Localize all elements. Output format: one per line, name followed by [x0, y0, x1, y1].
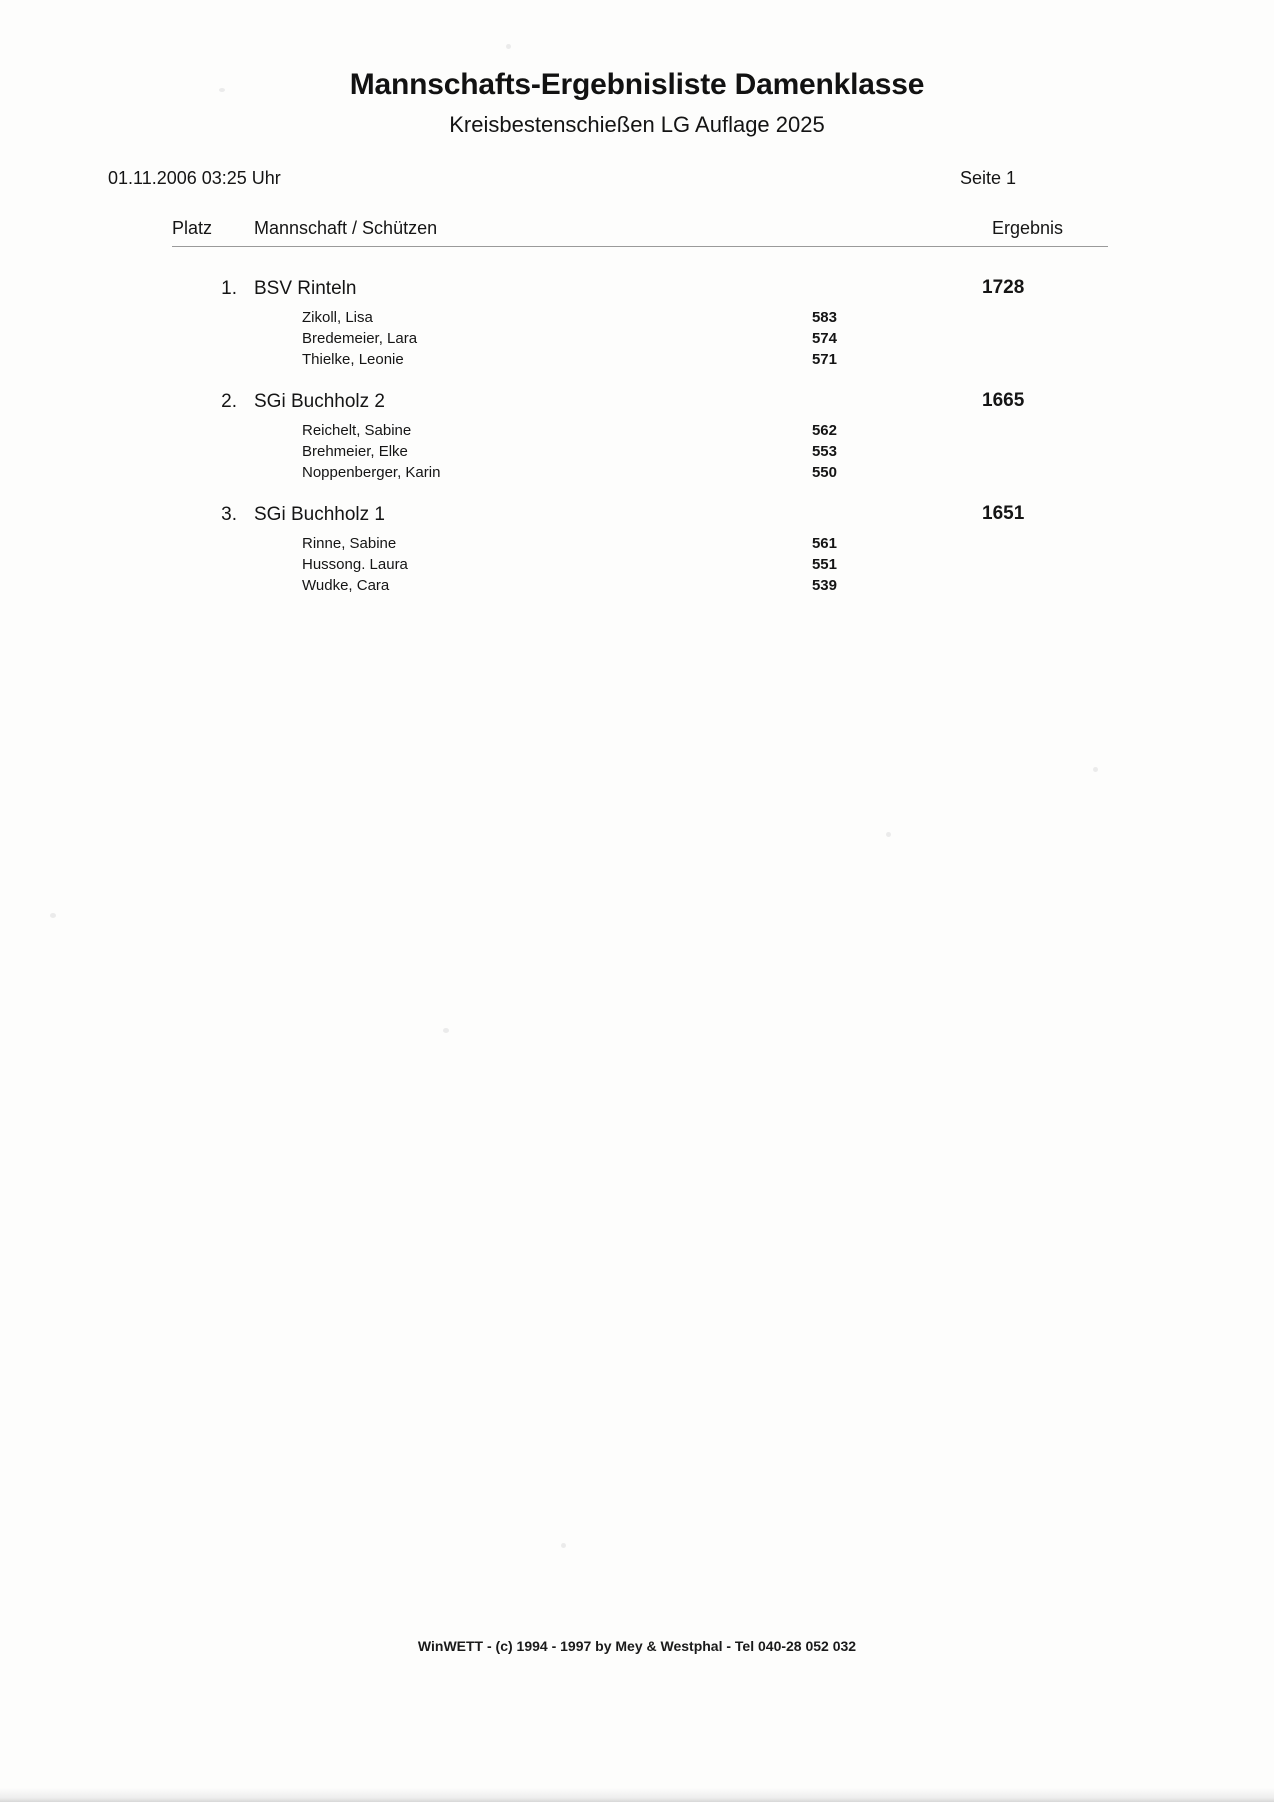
list-item [172, 351, 1102, 372]
team-rank: 2. [221, 391, 237, 412]
page-number: Seite 1 [959, 168, 1016, 188]
shooter-score: 553 [811, 443, 837, 460]
document-footer: WinWETT - (c) 1994 - 1997 by Mey & Westphal - Tel 040-28 052 032 [417, 1638, 857, 1654]
column-header-rank: Platz [172, 218, 213, 238]
shooter-score: 539 [811, 577, 837, 594]
shooter-score: 550 [811, 464, 837, 481]
shooter-name: Thielke, Leonie [302, 351, 404, 368]
scan-edge [0, 1788, 1274, 1802]
team-score: 1665 [982, 390, 1025, 411]
scan-speck [50, 913, 56, 918]
page-title: Mannschafts-Ergebnisliste Damenklasse [349, 68, 925, 101]
scan-speck [443, 1028, 449, 1033]
header-divider [172, 246, 1108, 247]
team-name: SGi Buchholz 1 [254, 504, 385, 525]
table-row [172, 278, 1102, 372]
table-row [172, 391, 1102, 485]
shooter-score: 571 [811, 351, 837, 368]
team-score: 1728 [982, 277, 1025, 298]
shooter-list [172, 422, 1102, 485]
document-meta [0, 168, 1274, 192]
list-item [172, 577, 1102, 598]
shooter-list [172, 309, 1102, 372]
shooter-name: Wudke, Cara [302, 577, 390, 594]
shooter-list [172, 535, 1102, 598]
shooter-name: Hussong. Laura [302, 556, 408, 573]
table-row [172, 504, 1102, 598]
shooter-score: 574 [811, 330, 837, 347]
shooter-score: 561 [811, 535, 837, 552]
team-row [172, 278, 1102, 306]
results-table [172, 218, 1102, 598]
shooter-score: 562 [811, 422, 837, 439]
list-item [172, 422, 1102, 443]
scan-speck [886, 832, 891, 837]
team-row [172, 504, 1102, 532]
team-rank: 1. [221, 278, 237, 299]
page-subtitle: Kreisbestenschießen LG Auflage 2025 [449, 112, 825, 137]
shooter-name: Rinne, Sabine [302, 535, 397, 552]
shooter-score: 583 [811, 309, 837, 326]
team-score: 1651 [982, 503, 1025, 524]
shooter-name: Zikoll, Lisa [302, 309, 373, 326]
team-name: SGi Buchholz 2 [254, 391, 385, 412]
results-list [172, 278, 1102, 598]
column-header-team: Mannschaft / Schützen [254, 218, 438, 238]
shooter-name: Bredemeier, Lara [302, 330, 418, 347]
team-rank: 3. [221, 504, 237, 525]
list-item [172, 464, 1102, 485]
shooter-name: Brehmeier, Elke [302, 443, 408, 460]
team-name: BSV Rinteln [254, 278, 357, 299]
list-item [172, 443, 1102, 464]
shooter-name: Noppenberger, Karin [302, 464, 441, 481]
list-item [172, 556, 1102, 577]
list-item [172, 330, 1102, 351]
print-timestamp: 01.11.2006 03:25 Uhr [108, 168, 281, 188]
scan-speck [1093, 767, 1098, 772]
list-item [172, 535, 1102, 556]
scan-speck [561, 1543, 566, 1548]
shooter-name: Reichelt, Sabine [302, 422, 412, 439]
list-item [172, 309, 1102, 330]
team-row [172, 391, 1102, 419]
shooter-score: 551 [811, 556, 837, 573]
column-header-result: Ergebnis [992, 218, 1064, 238]
table-header [172, 218, 1102, 248]
